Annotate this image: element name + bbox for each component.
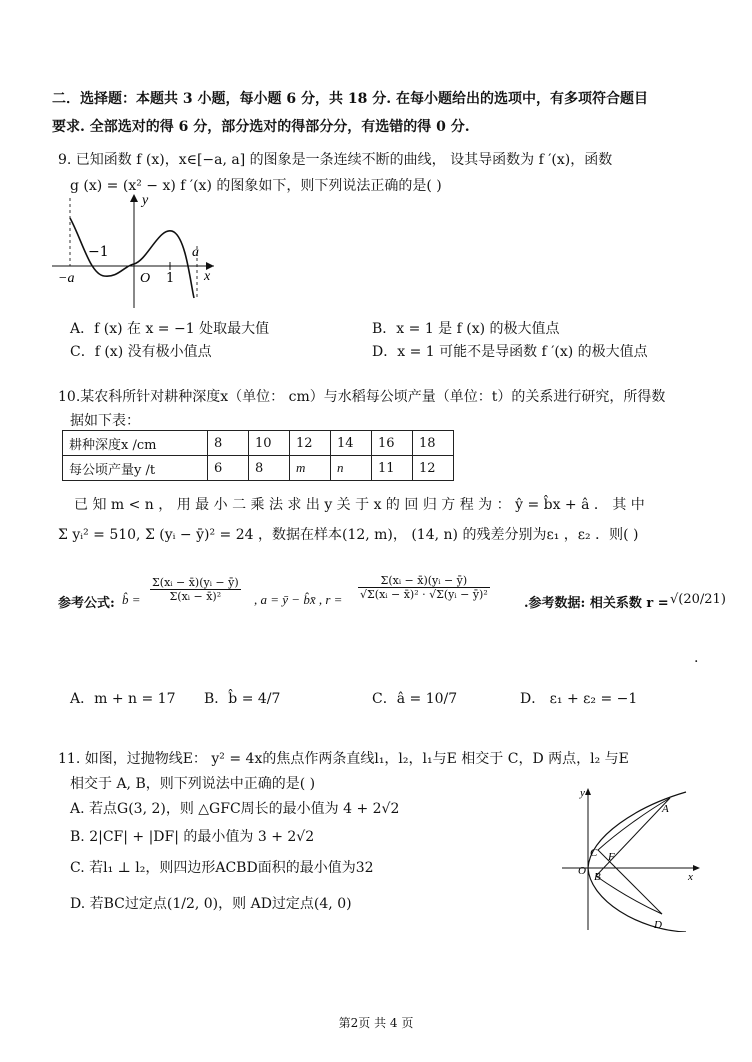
q11-y-arrow-icon xyxy=(585,788,591,795)
table-cell: 8 xyxy=(208,431,249,456)
q10-ref-r-num: Σ(xᵢ − x̄)(yᵢ − ȳ) xyxy=(358,574,490,588)
table-cell: 8 xyxy=(249,456,290,481)
q11-option-d[interactable]: D. 若BC过定点(1/2, 0)，则 AD过定点(4, 0) xyxy=(70,896,352,912)
table-cell: m xyxy=(290,456,331,481)
table-cell: 18 xyxy=(413,431,454,456)
q11-chord-ab xyxy=(596,798,670,876)
table-cell: 11 xyxy=(372,456,413,481)
q9-graph xyxy=(52,190,222,310)
q9-option-c[interactable]: C．f (x) 没有极小值点 xyxy=(70,344,212,360)
table-cell: 6 xyxy=(208,456,249,481)
table-cell: 12 xyxy=(290,431,331,456)
q10-ref-data-label: .参考数据: 相关系数 r = xyxy=(524,596,669,611)
table-cell: 16 xyxy=(372,431,413,456)
table-cell: 10 xyxy=(249,431,290,456)
q9-origin-label: O xyxy=(140,271,151,286)
q9-one-label: 1 xyxy=(166,271,175,286)
q11-option-b[interactable]: B. 2|CF| + |DF| 的最小值为 3 + 2√2 xyxy=(70,829,315,845)
q11-y-label: y xyxy=(580,787,585,799)
table-cell: n xyxy=(331,456,372,481)
q11-chord-ca xyxy=(598,798,670,850)
q9-y-label: y xyxy=(142,193,149,208)
q11-parabola xyxy=(588,792,686,932)
q10-ref-b-fraction xyxy=(150,576,241,603)
table-row-header: 每公顷产量y /t xyxy=(63,456,208,481)
q10-option-b[interactable]: B．b̂ = 4/7 xyxy=(204,691,281,707)
q10-given-data: Σ yᵢ² = 510, Σ (yᵢ − ȳ)² = 24 ，数据在样本(12, m)， (14, n) 的残差分别为ε₁ ，ε₂ ．则( ) xyxy=(58,527,639,543)
q10-ref-r-fraction xyxy=(358,574,490,601)
table-row xyxy=(63,456,454,481)
q10-ref-b-num: Σ(xᵢ − x̄)(yᵢ − ȳ) xyxy=(152,576,239,589)
table-row-header: 耕种深度x /cm xyxy=(63,431,208,456)
q9-option-b[interactable]: B．x = 1 是 f (x) 的极大值点 xyxy=(372,321,560,337)
q10-option-a[interactable]: A．m + n = 17 xyxy=(70,691,176,707)
q10-ref-r-value: √(20/21) xyxy=(670,592,726,607)
table-cell: 12 xyxy=(413,456,454,481)
q9-neg1-label: −1 xyxy=(88,244,109,260)
q10-ref-a: , a = ȳ − b̂x̄ , r = xyxy=(254,592,343,607)
q10-ref-label: 参考公式: xyxy=(58,596,115,611)
q11-origin-label: O xyxy=(578,865,586,877)
table-row xyxy=(63,431,454,456)
q11-option-a[interactable]: A. 若点G(3, 2)，则 △GFC周长的最小值为 4 + 2√2 xyxy=(70,801,400,817)
q10-ref-b-den: Σ(xᵢ − x̄)² xyxy=(169,590,222,603)
q10-ref-b: b̂ = xyxy=(122,592,141,607)
q11-stem-cont: 相交于 A, B，则下列说法中正确的是( ) xyxy=(70,776,316,792)
q10-ref-r-den: √Σ(xᵢ − x̄)² · √Σ(yᵢ − ȳ)² xyxy=(360,588,488,601)
q11-point-a-label: A xyxy=(662,803,669,815)
q11-stem: 11. 如图，过抛物线E： y² = 4x的焦点作两条直线l₁，l₂，l₁与E 相交于 C，D 两点，l₂ 与E xyxy=(58,751,629,767)
q11-parabola-graph xyxy=(558,786,708,932)
q11-focus-label: F xyxy=(608,851,615,863)
q10-data-table xyxy=(62,430,454,481)
q10-stem: 10.某农科所针对耕种深度x（单位： cm）与水稻每公顷产量（单位：t）的关系进行研究，所得数 xyxy=(58,389,666,405)
q10-reference-formulas xyxy=(58,568,726,638)
q9-x-label: x xyxy=(204,269,211,284)
q9-stem: 9. 已知函数 f (x)，x∈[−a, a] 的图象是一条连续不断的曲线， 设其导函数为 f ′(x)，函数 xyxy=(58,152,613,168)
q9-stem-cont: g (x) = (x² − x) f ′(x) 的图象如下，则下列说法正确的是( ) xyxy=(70,178,442,194)
q11-x-arrow-icon xyxy=(693,865,700,871)
q10-period: . xyxy=(694,650,699,666)
q11-point-d-label: D xyxy=(654,919,662,931)
section-heading: 二．选择题：本题共 3 小题，每小题 6 分，共 18 分. 在每小题给出的选项中，有多项符合题目 xyxy=(52,91,648,107)
q9-option-d[interactable]: D．x = 1 可能不是导函数 f ′(x) 的极大值点 xyxy=(372,344,648,360)
table-cell: 14 xyxy=(331,431,372,456)
q10-regression-line: 已 知 m < n ， 用 最 小 二 乘 法 求 出 y 关 于 x 的 回 归 方 程 为 ： ŷ = b̂x + â ． 其 中 xyxy=(74,497,645,513)
q9-y-arrow-icon xyxy=(130,194,138,202)
q10-option-c[interactable]: C．â = 10/7 xyxy=(372,691,458,707)
q10-stem-cont: 据如下表： xyxy=(70,413,140,429)
q11-option-c[interactable]: C. 若l₁ ⊥ l₂，则四边形ACBD面积的最小值为32 xyxy=(70,860,374,876)
page-footer: 第2页 共 4 页 xyxy=(338,1016,414,1030)
section-heading-cont: 要求. 全部选对的得 6 分，部分选对的得部分分，有选错的得 0 分. xyxy=(52,119,470,135)
q9-a-label: a xyxy=(192,245,199,260)
q11-x-label: x xyxy=(688,871,693,883)
q9-option-a[interactable]: A．f (x) 在 x = −1 处取最大值 xyxy=(70,321,270,337)
q10-option-d[interactable]: D． ε₁ + ε₂ = −1 xyxy=(520,691,638,707)
q9-nega-label: −a xyxy=(58,271,75,286)
q11-point-c-label: C xyxy=(590,847,598,859)
q11-point-b-label: B xyxy=(594,871,601,883)
